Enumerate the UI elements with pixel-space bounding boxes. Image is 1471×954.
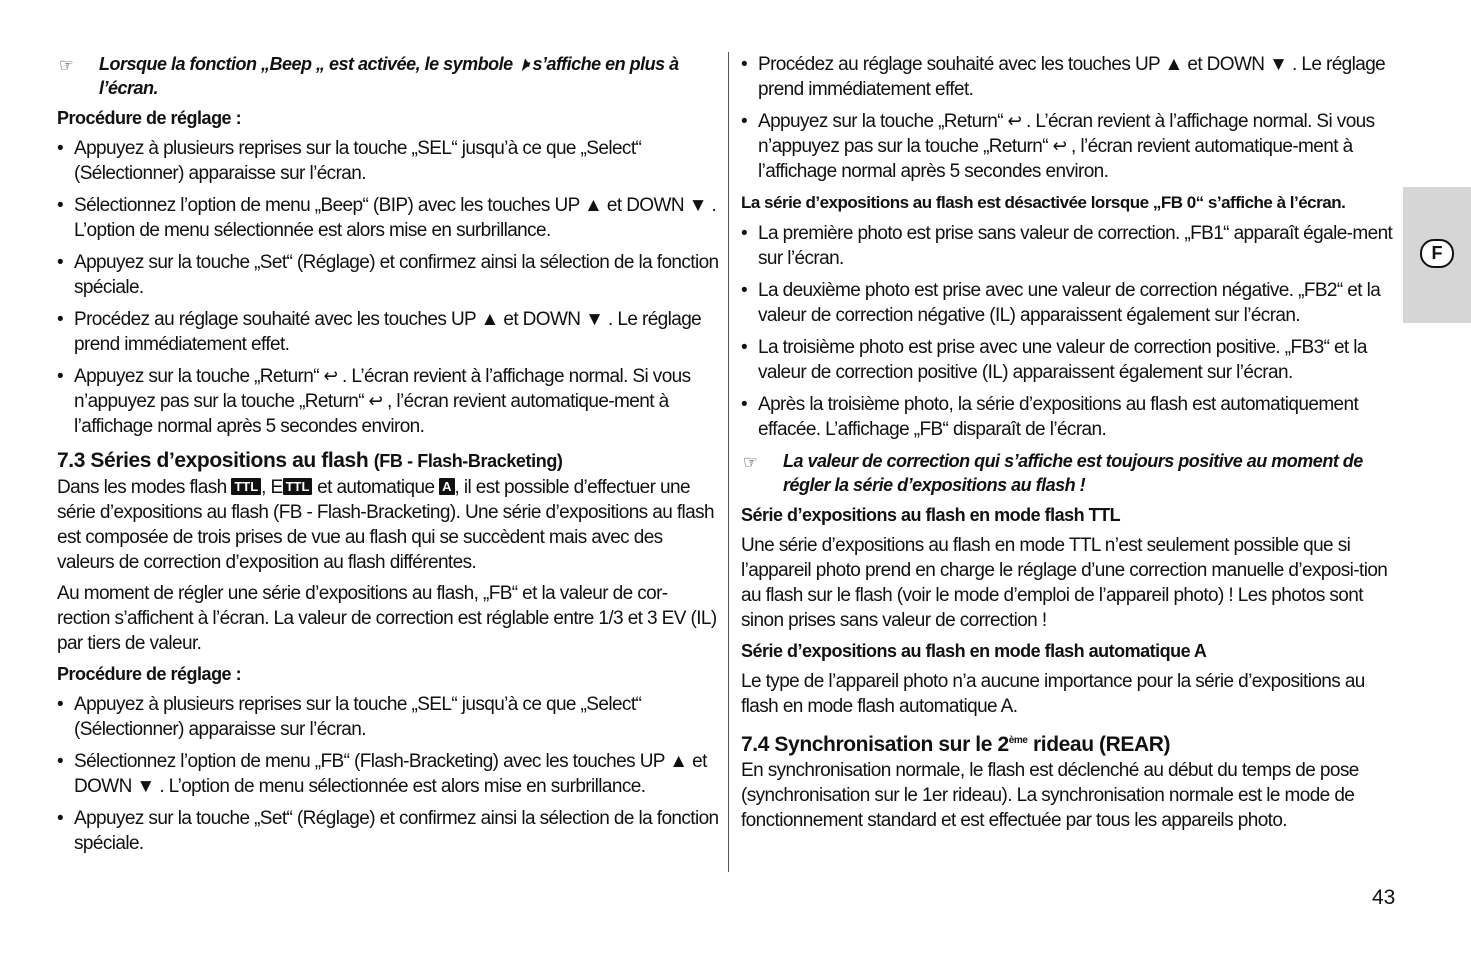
paragraph: Le type de l’appareil photo n’a aucune importance pour la série d’expositions au flash en mode flash automatique A. <box>741 671 1365 717</box>
list-item: • Appuyez à plusieurs reprises sur la touche „SEL“ jusqu’à ce que „Select“ (Sélectionner) apparaisse sur l’écran. <box>57 692 719 742</box>
list-item: • Sélectionnez l’option de menu „FB“ (Flash-Bracketing) avec les touches UP ▲ et DOWN ▼ . L’option de menu sélectionnée est alors mise en surbrillance. <box>57 749 719 799</box>
beep-note: ☞ Lorsque la fonction „Beep „ est activée, le symbole 🕨 s’affiche en plus à l’écran. <box>59 54 679 98</box>
list-item: • Appuyez sur la touche „Set“ (Réglage) et confirmez ainsi la sélection de la fonction spéciale. <box>57 250 719 300</box>
list-item: • La première photo est prise sans valeur de correction. „FB1“ apparaît égale-ment sur l’écran. <box>741 221 1401 271</box>
column-divider <box>728 52 729 872</box>
intro-paragraph: Dans les modes flash TTL , E TTL et automatique A , il est possible d’effectuer une série d’expositions au flash (FB - Flash-Bracketing). Une série d’expositions au flash est composée de trois prises de vue au flash qui se succèdent mais avec des valeurs de correction d’exposition au flash différentes. <box>57 477 715 573</box>
list-item: • Appuyez sur la touche „Set“ (Réglage) et confirmez ainsi la sélection de la fonction spéciale. <box>57 806 719 856</box>
list-item: • La troisième photo est prise avec une valeur de correction positive. „FB3“ et la valeur de correction positive (IL) apparaissent également sur l’écran. <box>741 335 1401 385</box>
left-column <box>57 52 719 863</box>
list-item: • Appuyez sur la touche „Return“ ↩ . L’écran revient à l’affichage normal. Si vous n’appuyez pas sur la touche „Return“ ↩ , l’écran revient automatique-ment à l’affichage normal après 5 secondes environ. <box>741 109 1401 184</box>
fb0-note: La série d’expositions au flash est désactivée lorsque „FB 0“ s’affiche à l’écran. <box>741 193 1346 212</box>
ttl-subheading: Série d’expositions au flash en mode flash TTL <box>741 505 1121 525</box>
positive-value-note: ☞ La valeur de correction qui s’affiche est toujours positive au moment de régler la série d’expositions au flash ! <box>743 451 1363 495</box>
pointing-hand-icon: ☞ <box>743 452 758 472</box>
list-item: • Appuyez sur la touche „Return“ ↩ . L’écran revient à l’affichage normal. Si vous n’appuyez pas sur la touche „Return“ ↩ , l’écran revient automatique-ment à l’affichage normal après 5 secondes environ. <box>57 364 719 439</box>
language-tab <box>1403 187 1471 323</box>
list-item: • Procédez au réglage souhaité avec les touches UP ▲ et DOWN ▼ . Le réglage prend immédiatement effet. <box>741 52 1401 102</box>
list-item: • Après la troisième photo, la série d’expositions au flash est automatiquement effacée. L’affichage „FB“ disparaît de l’écran. <box>741 392 1401 442</box>
section-heading-7-4: 7.4 Synchronisation sur le 2ème rideau (REAR) <box>741 733 1171 756</box>
ttl-badge: TTL <box>231 478 261 495</box>
procedure-heading: Procédure de réglage : <box>57 108 242 128</box>
right-column <box>741 52 1401 839</box>
list-item: • Appuyez à plusieurs reprises sur la touche „SEL“ jusqu’à ce que „Select“ (Sélectionner) apparaisse sur l’écran. <box>57 136 719 186</box>
list-item: • La deuxième photo est prise avec une valeur de correction négative. „FB2“ et la valeur de correction négative (IL) apparaissent également sur l’écran. <box>741 278 1401 328</box>
list-item: • Sélectionnez l’option de menu „Beep“ (BIP) avec les touches UP ▲ et DOWN ▼ . L’option de menu sélectionnée est alors mise en surbrillance. <box>57 193 719 243</box>
language-tab-letter: F <box>1420 239 1454 268</box>
procedure-heading: Procédure de réglage : <box>57 664 242 684</box>
paragraph: Au moment de régler une série d’expositions au flash, „FB“ et la valeur de cor-rection s’affichent à l’écran. La valeur de correction est réglable entre 1/3 et 3 EV (IL) par tiers de valeur. <box>57 583 717 654</box>
ttl-badge: TTL <box>283 478 313 495</box>
paragraph: En synchronisation normale, le flash est déclenché au début du temps de pose (synchronisation sur le 1er rideau). La synchronisation normale est le mode de fonctionnement standard et est effectuée par tous les appareils photo. <box>741 760 1359 831</box>
auto-badge: A <box>439 478 454 495</box>
auto-subheading: Série d’expositions au flash en mode flash automatique A <box>741 641 1207 661</box>
list-item: • Procédez au réglage souhaité avec les touches UP ▲ et DOWN ▼ . Le réglage prend immédiatement effet. <box>57 307 719 357</box>
page-number: 43 <box>1372 886 1396 909</box>
section-heading-7-3: 7.3 Séries d’expositions au flash (FB - Flash-Bracketing) <box>57 449 563 472</box>
pointing-hand-icon: ☞ <box>59 55 74 75</box>
paragraph: Une série d’expositions au flash en mode TTL n’est seulement possible que si l’appareil photo prend en charge le réglage d’une correction manuelle d’exposi-tion au flash sur le flash (voir le mode d’emploi de l’appareil photo) ! Les photos sont sinon prises sans valeur de correction ! <box>741 535 1388 631</box>
